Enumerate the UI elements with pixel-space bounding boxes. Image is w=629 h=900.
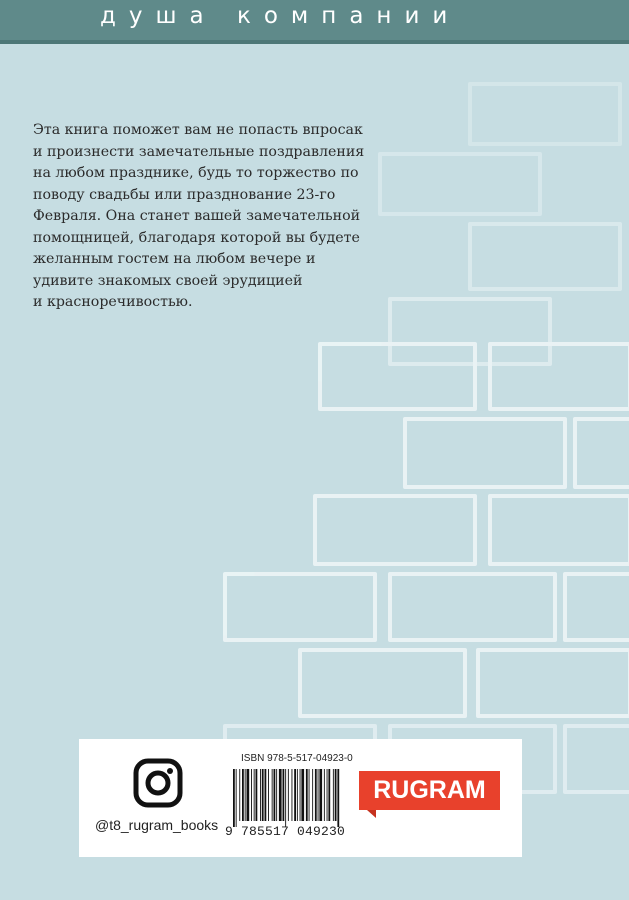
barcode-bar xyxy=(327,769,328,821)
barcode-bar xyxy=(285,769,286,827)
barcode-bar xyxy=(288,769,289,821)
barcode-bar xyxy=(324,769,325,821)
description-line: Февраля. Она станет вашей замечательной xyxy=(33,208,361,224)
barcode-bar xyxy=(254,769,255,821)
publisher-logo xyxy=(359,771,500,810)
barcode-bar xyxy=(301,769,304,821)
barcode-bar xyxy=(318,769,319,821)
barcode-bar xyxy=(256,769,258,821)
barcode-bar xyxy=(294,769,296,821)
barcode-label xyxy=(79,739,522,857)
description-line: желанным гостем на любом вечере и xyxy=(33,251,316,267)
barcode-bar xyxy=(262,769,264,821)
barcode-bar xyxy=(309,769,310,821)
book-description xyxy=(33,120,378,314)
isbn-text: ISBN 978-5-517-04923-0 xyxy=(241,753,353,764)
barcode-bar xyxy=(306,769,308,821)
barcode-bar xyxy=(272,769,273,821)
description-line: удивите знакомых своей эрудицией xyxy=(33,272,303,289)
barcode-bar xyxy=(328,769,330,821)
social-handle: @t8_rugram_books xyxy=(95,817,219,833)
description-line: и красноречивостью. xyxy=(33,294,193,310)
barcode-bar xyxy=(245,769,246,821)
barcode-bar xyxy=(337,769,339,827)
barcode-bar xyxy=(236,769,237,827)
barcode-bar xyxy=(300,769,301,821)
barcode-bar xyxy=(268,769,269,821)
barcode-bars xyxy=(231,769,341,827)
description-line: помощницей, благодаря которой вы будете xyxy=(33,229,360,246)
barcode-bar xyxy=(247,769,250,821)
description-line: на любом празднике, будь то торжество по xyxy=(33,165,359,181)
barcode-bar xyxy=(292,769,293,821)
logo-notch xyxy=(367,810,376,818)
series-title: душа компании xyxy=(100,3,461,29)
description-line: и произнести замечательные поздравления xyxy=(33,143,365,160)
publisher-name: RUGRAM xyxy=(373,776,486,804)
barcode-bar xyxy=(315,769,317,821)
barcode-bar xyxy=(242,769,244,821)
barcode-bar xyxy=(233,769,235,827)
barcode-bar xyxy=(312,769,313,821)
barcode-bar xyxy=(260,769,261,821)
barcode-bar xyxy=(335,769,337,821)
barcode-bar xyxy=(239,769,240,821)
barcode-bar xyxy=(333,769,334,821)
series-header-band xyxy=(0,0,629,40)
instagram-icon xyxy=(133,758,183,808)
barcode-bar xyxy=(297,769,298,821)
barcode-bar xyxy=(265,769,267,821)
barcode-number: 9 785517 049230 xyxy=(225,824,346,839)
barcode-bar xyxy=(276,769,277,821)
barcode-bar xyxy=(251,769,252,821)
description-line: поводу свадьбы или празднование 23-го xyxy=(33,186,336,203)
description-line: Эта книга поможет вам не попасть впросак xyxy=(33,122,363,138)
barcode-bar xyxy=(319,769,322,821)
barcode-bar xyxy=(279,769,282,821)
barcode-bar xyxy=(274,769,276,821)
barcode-bar xyxy=(283,769,285,821)
